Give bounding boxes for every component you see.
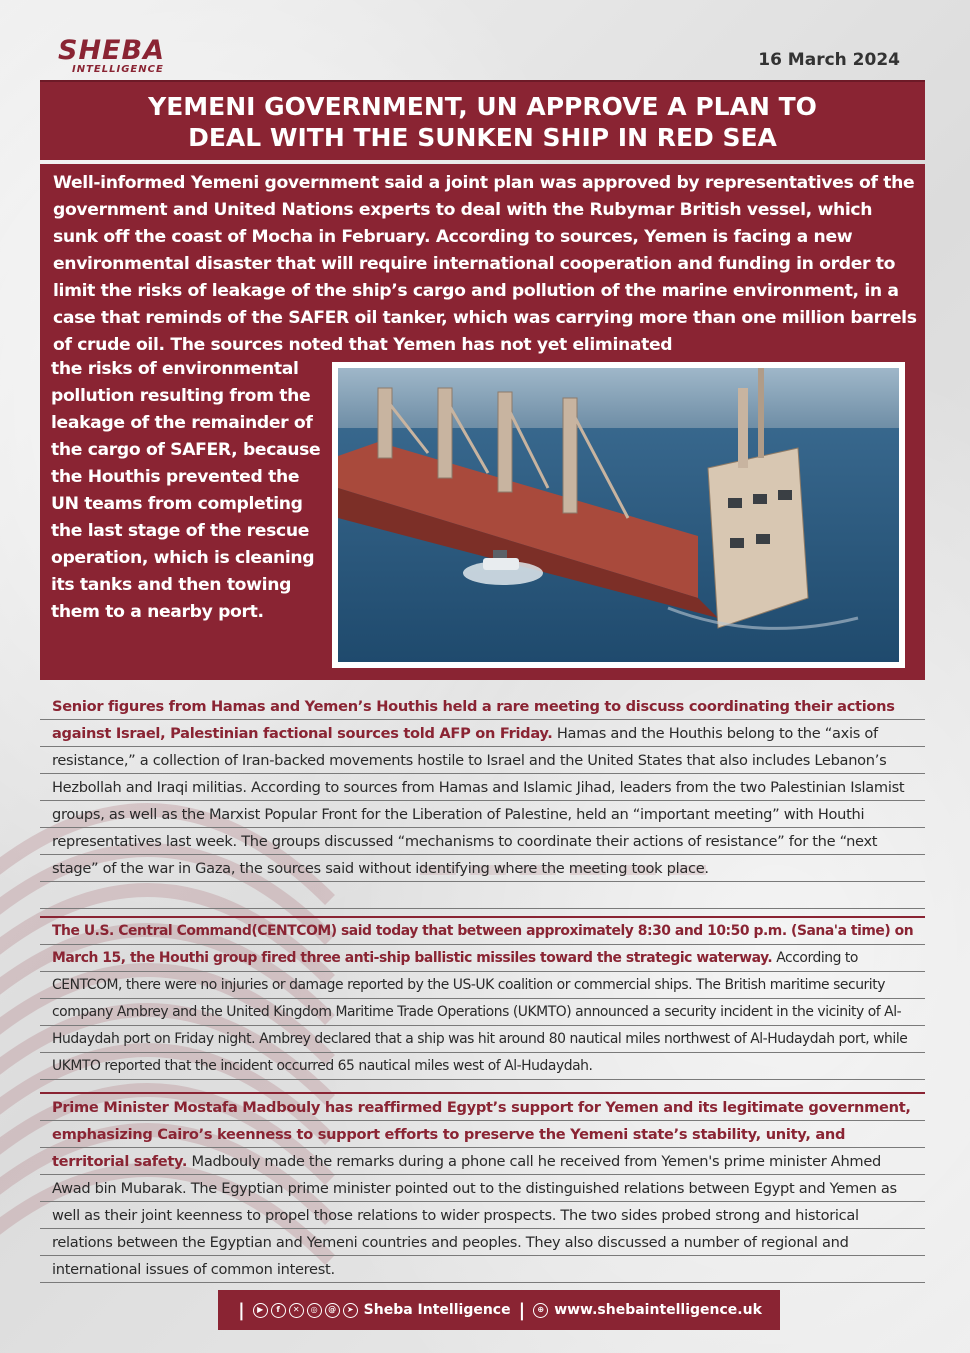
lead-paragraph: Well-informed Yemeni government said a joint plan was approved by representatives of the government and United Nations experts to deal with the Rubymar British vessel, which sunk off the coast of Mocha in February. According to sources, Yemen is facing a new environmental disaster that will require international cooperation and funding in order to limit the risks of leakage of the ship’s cargo and pollution of the marine environment, in a case that reminds of the SAFER oil tanker, which was carrying more than one million barrels of crude oil. The sources noted that Yemen has not yet eliminated bbox=[53, 173, 917, 355]
logo-wordmark: SHEBA bbox=[58, 35, 165, 66]
footer-brand: Sheba Intelligence bbox=[363, 1302, 511, 1318]
threads-icon[interactable]: @ bbox=[325, 1303, 340, 1318]
telegram-icon[interactable]: ➤ bbox=[343, 1303, 358, 1318]
title-line-2: DEAL WITH THE SUNKEN SHIP IN RED SEA bbox=[188, 123, 777, 152]
footer-url[interactable]: www.shebaintelligence.uk bbox=[554, 1302, 762, 1318]
logo-subtitle: INTELLIGENCE bbox=[72, 64, 164, 75]
ship-illustration bbox=[338, 368, 899, 662]
article-lead-in: Prime Minister Mostafa Madbouly has reaffirmed Egypt’s support for Yemen and its legitimate government, emphasizing Cairo’s keenness to support efforts to preserve the Yemeni state’s stability, unity, and territorial safety. bbox=[52, 1099, 911, 1170]
article-body: Hamas and the Houthis belong to the “axis of resistance,” a collection of Iran-backed movements hostile to Israel and the United States that also includes Lebanon’s Hezbollah and Iraqi militias. According to sources from Hamas and Islamic Jihad, leaders from the two Palestinian Islamist groups, as well as the Marxist Popular Front for the Liberation of Palestine, held an “important meeting” with Houthi representatives last week. The groups discussed “mechanisms to coordinate their actions of resistance” for the “next stage” of the war in Gaza, the sources said without identifying where the meeting took place. bbox=[52, 725, 905, 877]
title-line-1: YEMENI GOVERNMENT, UN APPROVE A PLAN TO bbox=[148, 92, 817, 121]
article-centcom-missiles bbox=[40, 916, 925, 1080]
issue-date: 16 March 2024 bbox=[758, 50, 900, 70]
social-icons bbox=[253, 1303, 358, 1318]
x-icon[interactable]: ✕ bbox=[289, 1303, 304, 1318]
sunken-ship-photo bbox=[332, 362, 905, 668]
article-hamas-houthi-meeting bbox=[40, 693, 925, 909]
footer-separator: | bbox=[238, 1299, 245, 1321]
article-body: Madbouly made the remarks during a phone call he received from Yemen's prime minister Ahmed Awad bin Mubarak. The Egyptian prime minister pointed out to the distinguished relations between Egypt and Yemen as well as their joint keenness to propel those relations to wider prospects. The two sides probed strong and historical relations between the Egyptian and Yemeni countries and peoples. They also discussed a number of regional and international issues of common interest. bbox=[52, 1153, 897, 1278]
youtube-icon[interactable]: ▶ bbox=[253, 1303, 268, 1318]
lead-side-paragraph: the risks of environmental pollution resulting from the leakage of the remainder of the cargo of SAFER, because the Houthis prevented the UN teams from completing the last stage of the rescue operation, which is cleaning its tanks and then towing them to a nearby port. bbox=[51, 359, 321, 622]
globe-icon: ⊕ bbox=[533, 1303, 548, 1318]
lead-story bbox=[40, 164, 925, 680]
footer-bar bbox=[218, 1290, 780, 1330]
page-title bbox=[40, 80, 925, 160]
sheba-logo bbox=[58, 35, 188, 78]
article-lead-in: The U.S. Central Command(CENTCOM) said today that between approximately 8:30 and 10:50 p.m. (Sana'a time) on March 15, the Houthi group fired three anti-ship ballistic missiles toward the strategic waterway. bbox=[52, 923, 914, 966]
article-body: According to CENTCOM, there were no injuries or damage reported by the US-UK coalition or commercial ships. The British maritime security company Ambrey and the United Kingdom Maritime Trade Operations (UKMTO) announced a security incident in the vicinity of Al-Hudaydah port on Friday night. Ambrey declared that a ship was hit around 80 nautical miles northwest of Al-Hudaydah port, while UKMTO reported that the incident occurred 65 nautical miles west of Al-Hudaydah. bbox=[52, 950, 908, 1074]
facebook-icon[interactable]: f bbox=[271, 1303, 286, 1318]
instagram-icon[interactable]: ◎ bbox=[307, 1303, 322, 1318]
footer-separator: | bbox=[518, 1299, 526, 1321]
article-lead-in: Senior figures from Hamas and Yemen’s Houthis held a rare meeting to discuss coordinating their actions against Israel, Palestinian factional sources told AFP on Friday. bbox=[52, 698, 895, 742]
article-egypt-support bbox=[40, 1092, 925, 1285]
